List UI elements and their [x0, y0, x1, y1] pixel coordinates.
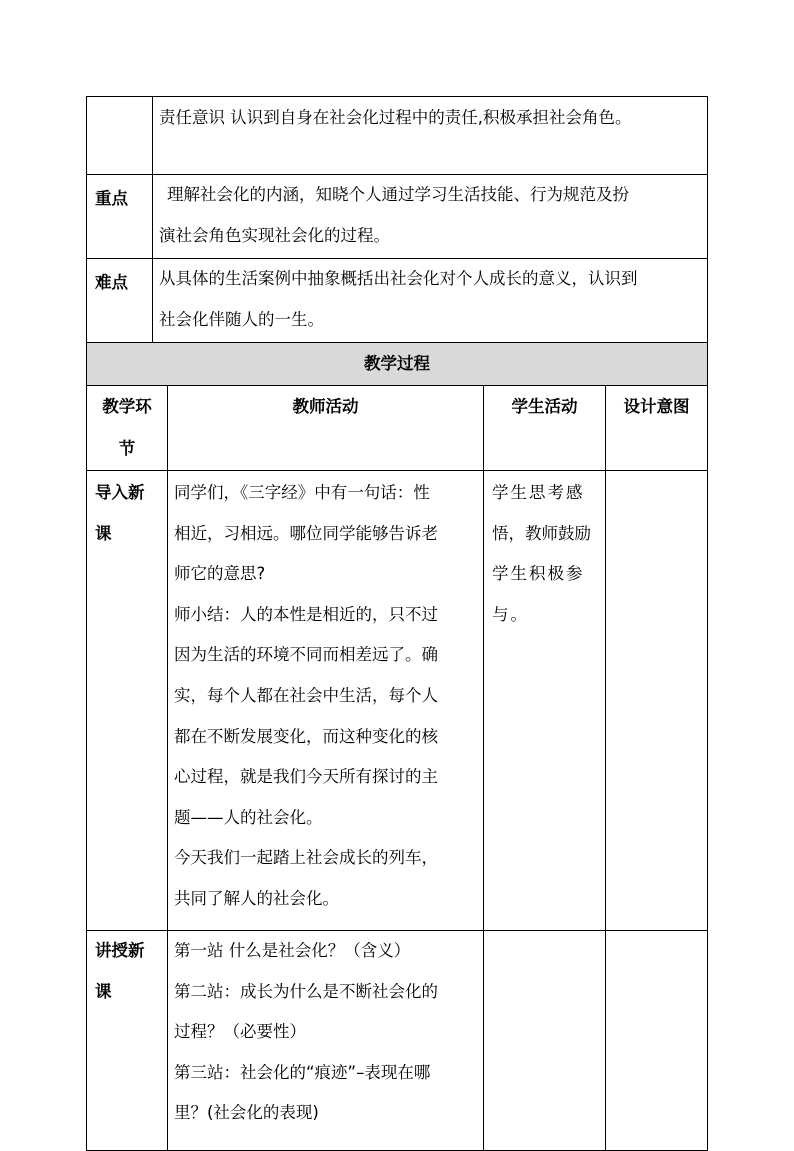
- row1-label: [87, 97, 153, 175]
- teacher-line: 实，每个人都在社会中生活，每个人: [174, 685, 438, 705]
- teacher-line: 过程？（必要性）: [174, 1022, 306, 1042]
- teacher-line: 师它的意思?: [174, 564, 266, 584]
- key-point-line: 理解社会化的内涵，知晓个人通过学习生活技能、行为规范及扮: [167, 185, 629, 204]
- stage-line: 课: [95, 523, 112, 543]
- teacher-line: 师小结：人的本性是相近的，只不过: [174, 604, 438, 624]
- student-line: 学生思考感: [492, 483, 585, 502]
- student-line: 学生积极参: [492, 564, 585, 584]
- responsibility-text: 责任意识 认识到自身在社会化过程中的责任,积极承担社会角色。: [153, 97, 708, 175]
- key-point-text: [153, 175, 708, 259]
- table-row: [87, 471, 708, 931]
- teacher-line: 第一站 什么是社会化？（含义）: [174, 941, 411, 960]
- key-point-line: 演社会角色实现社会化的过程。: [159, 225, 390, 245]
- student-activity-cell: [484, 471, 606, 931]
- teacher-line: 都在不断发展变化，而这种变化的核: [174, 726, 438, 746]
- teacher-line: 第二站：成长为什么是不断社会化的: [174, 981, 438, 1001]
- student-line: 与。: [492, 604, 529, 624]
- difficulty-label: 难点: [87, 259, 153, 343]
- teacher-line: 第三站：社会化的“痕迹”–表现在哪: [174, 1062, 431, 1082]
- objectives-table: [86, 96, 708, 343]
- stage-line: 课: [95, 981, 112, 1001]
- teacher-activity-cell: [168, 931, 484, 1151]
- design-intent-cell: [606, 471, 708, 931]
- stage-header-line: 节: [118, 439, 136, 458]
- stage-cell: [87, 931, 168, 1151]
- stage-header: [87, 386, 168, 471]
- difficulty-row: [87, 259, 708, 343]
- table-row: [87, 931, 708, 1151]
- teacher-line: 里？(社会化的表现): [174, 1103, 319, 1123]
- stage-line: 导入新: [95, 483, 145, 502]
- student-line: 悟，教师鼓励: [492, 523, 591, 543]
- key-point-label: 重点: [87, 175, 153, 259]
- student-activity-header: 学生活动: [484, 386, 606, 471]
- teacher-line: 心过程，就是我们今天所有探讨的主: [174, 767, 438, 787]
- responsibility-row: [87, 97, 708, 175]
- teacher-line: 同学们，《三字经》中有一句话：性: [174, 483, 430, 502]
- teacher-activity-header: 教师活动: [168, 386, 484, 471]
- difficulty-line: 社会化伴随人的一生。: [159, 309, 324, 329]
- process-title: 教学过程: [87, 343, 708, 386]
- design-intent-cell: [606, 931, 708, 1151]
- stage-header-line: 教学环: [102, 397, 152, 416]
- header-row: [87, 386, 708, 471]
- difficulty-line: 从具体的生活案例中抽象概括出社会化对个人成长的意义，认识到: [159, 269, 638, 288]
- teacher-line: 因为生活的环境不同而相差远了。确: [174, 645, 438, 665]
- teacher-line: 相近，习相远。哪位同学能够告诉老: [174, 523, 438, 543]
- stage-line: 讲授新: [95, 941, 145, 960]
- teaching-process-table: [86, 342, 708, 1151]
- teacher-line: 今天我们一起踏上社会成长的列车，: [174, 848, 438, 868]
- teacher-line: 共同了解人的社会化。: [174, 888, 339, 908]
- process-title-row: [87, 343, 708, 386]
- stage-cell: [87, 471, 168, 931]
- teacher-activity-cell: [168, 471, 484, 931]
- key-point-row: [87, 175, 708, 259]
- teacher-line: 题——人的社会化。: [174, 807, 323, 827]
- student-activity-cell: [484, 931, 606, 1151]
- design-intent-header: 设计意图: [606, 386, 708, 471]
- difficulty-text: [153, 259, 708, 343]
